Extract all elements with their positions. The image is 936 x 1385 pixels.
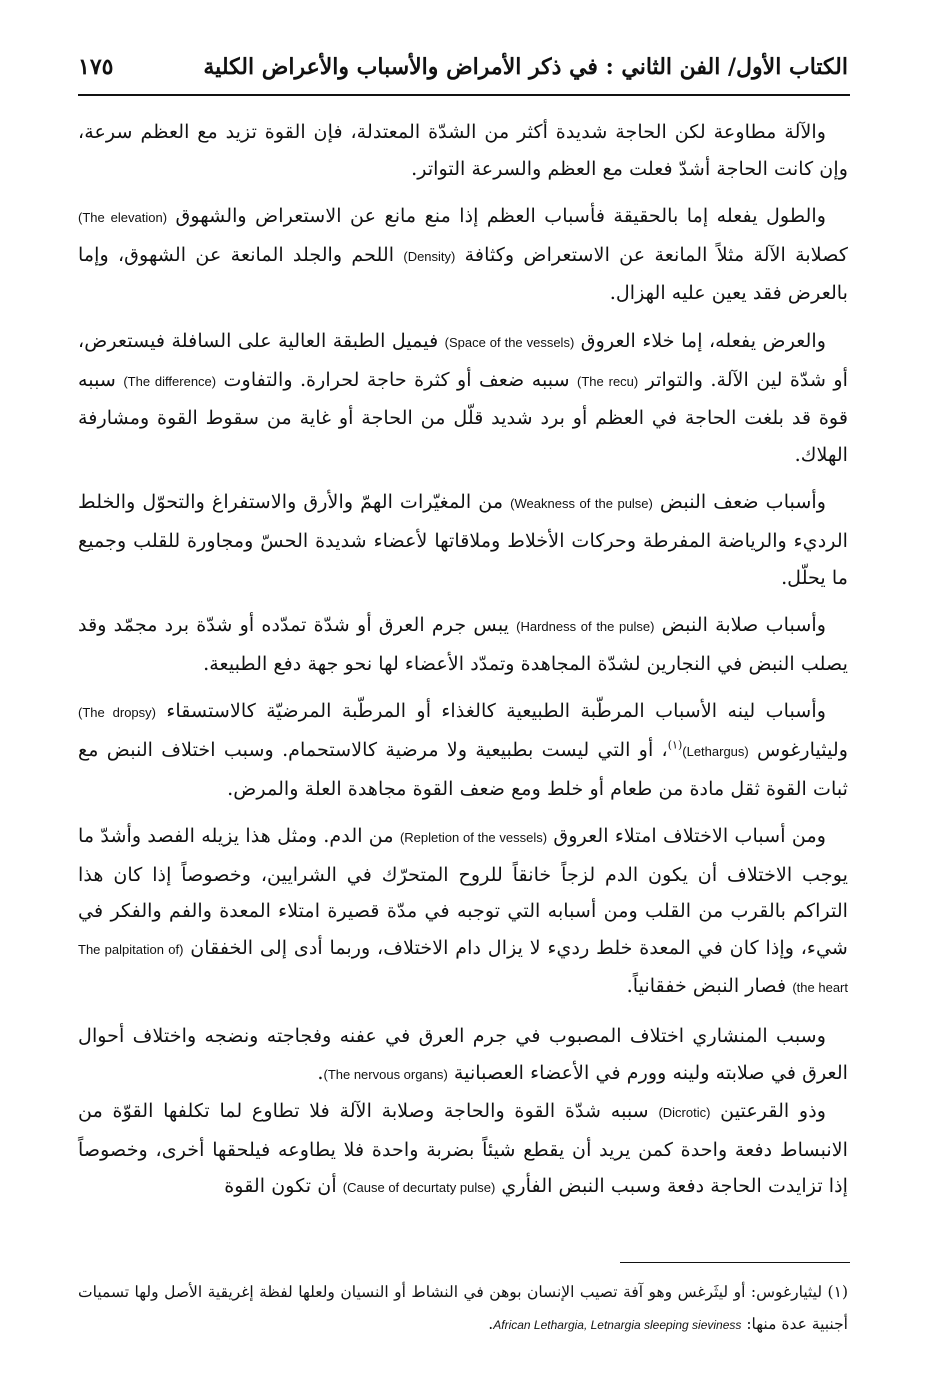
footnote-latin: African Lethargia, Letnargia sleeping sieviness — [493, 1318, 742, 1332]
footnotes — [78, 1276, 848, 1341]
paragraph-6: وأسباب لينه الأسباب المرطّبة الطبيعية كالغذاء أو المرطّبة المرضيّة كالاستسقاء (The dropsy) وليثيارغوس (Lethargus)$^{(١)}$، أو التي ليست بطبيعية ولا مرضية كالاستحمام. وسبب اختلاف النبض مع ثبات القوة ثقل مادة من طعام أو خلط ومع ضعف القوة مجاهدة العلة والمرض. — [78, 699, 848, 800]
latin-term: (Space of the vessels) — [444, 334, 575, 350]
latin-term: (The nervous organs) — [323, 1066, 448, 1082]
latin-term: (Dicrotic) — [658, 1105, 711, 1121]
paragraph-8: وسبب المنشاري اختلاف المصبوب في جرم العرق في عفنه وفجاجته ونضجه واختلاف أحوال العرق في صلابته ولينه وورم في الأعضاء العصبانية (The nervous organs). — [78, 1024, 848, 1084]
latin-term: (The recu) — [577, 373, 639, 389]
latin-term: (Weakness of the pulse) — [510, 496, 653, 512]
paragraph-2: والطول يفعله إما بالحقيقة فأسباب العظم إذا منع مانع عن الاستعراض والشهوق (The elevation) كصلابة الآلة مثلاً المانعة عن الاستعراض وكثافة (Density) اللحم والجلد المانعة عن الشهوق، وإما بالعرض فقد يعين عليه الهزال. — [78, 204, 848, 305]
footnote-marker: (١) — [667, 738, 683, 752]
footnote-1: (١) ليثيارغوس: أو ليثَرغس وهو آفة تصيب الإنسان بوهن في النشاط أو النسيان ولعلها لفظة إغريقية الأصل ولها تسميات أجنبية عدة منها: African Lethargia, Letnargia sleeping sieviness. — [78, 1283, 848, 1333]
paragraph-5: وأسباب صلابة النبض (Hardness of the pulse) يبس جرم العرق أو شدّة تمدّده أو شدّة برد مجمّد وقد يصلب النبض في النجارين لشدّة المجاهدة وتمدّد الأعضاء لها نحو جهة دفع الطبيعة. — [78, 613, 848, 675]
header-rule — [78, 94, 850, 96]
latin-term: (The elevation) — [78, 210, 168, 226]
paragraph-9: وذو القرعتين (Dicrotic) سببه شدّة القوة والحاجة وصلابة الآلة فلا تطاوع لما تكلفها القوّة من الانبساط دفعة واحدة كمن يريد أن يقطع شيئاً بضربة واحدة فلا يطاوعه فيلحقها أخرى، وخصوصاً إذا تزايدت الحاجة دفعة وسبب النبض الفأري (Cause of decurtaty pulse) أن تكون القوة — [78, 1099, 848, 1198]
main-text — [78, 114, 848, 1218]
paragraph-4: وأسباب ضعف النبض (Weakness of the pulse) من المغيّرات الهمّ والأرق والاستفراغ والتحوّل والخلط الرديء والرياضة المفرطة وحركات الأخلاط وملاقاتها لأعضاء شديدة الحسّ ومجاورة للقلب وجميع ما يحلّل. — [78, 490, 848, 589]
paragraph-3: والعرض يفعله، إما خلاء العروق (Space of the vessels) فيميل الطبقة العالية على السافلة فيستعرض، أو شدّة لين الآلة. والتواتر (The recu) سببه ضعف أو كثرة حاجة لحرارة. والتفاوت (The difference) سببه قوة قد بلغت الحاجة في العظم أو برد شديد قلّل من الحاجة أو غاية من سقوط القوة ومشارفة الهلاك. — [78, 328, 848, 466]
footnote-rule — [620, 1262, 850, 1263]
latin-term: (Cause of decurtaty pulse) — [342, 1180, 496, 1196]
latin-term: (Lethargus) — [682, 743, 749, 759]
paragraph-1: والآلة مطاوعة لكن الحاجة شديدة أكثر من الشدّة المعتدلة، فإن القوة تزيد مع العظم سرعة، وإن كانت الحاجة أشدّ فعلت مع العظم والسرعة التواتر. — [78, 120, 848, 180]
latin-term: (The difference) — [123, 373, 217, 389]
latin-term: (The palpitation of the heart) — [78, 941, 848, 996]
latin-term: (Repletion of the vessels) — [399, 830, 548, 846]
running-header — [78, 44, 848, 90]
latin-term: (Density) — [403, 248, 456, 264]
paragraph-7: ومن أسباب الاختلاف امتلاء العروق (Repletion of the vessels) من الدم. ومثل هذا يزيله الفصد وأشدّ ما يوجب الاختلاف أن يكون الدم لزجاً خانقاً للروح المتحرّك في الشرايين، وخصوصاً إذا كان هذا التراكم بالقرب من القلب ومن أسبابه التي توجبه في مدّة قصيرة امتلاء المعدة والفم والفكر في شيء، وإذا كان في المعدة خلط رديء لا يزال دام الاختلاف، وربما أدى إلى الخفقان (The palpitation of the heart) فصار النبض خفقانياً. — [78, 824, 849, 998]
latin-term: (Hardness of the pulse) — [516, 619, 655, 635]
footnote-number: (١) — [827, 1283, 848, 1301]
footnote-text: ليثيارغوس: أو ليثَرغس وهو آفة تصيب الإنسان بوهن في النشاط أو النسيان ولعلها لفظة إغريقية الأصل ولها تسميات أجنبية عدة منها: — [78, 1283, 848, 1333]
latin-term: (The dropsy) — [78, 705, 156, 721]
running-title: الكتاب الأول/ الفن الثاني : في ذكر الأمراض والأسباب والأعراض الكلية — [203, 54, 848, 80]
page-number: ١٧٥ — [78, 54, 114, 80]
